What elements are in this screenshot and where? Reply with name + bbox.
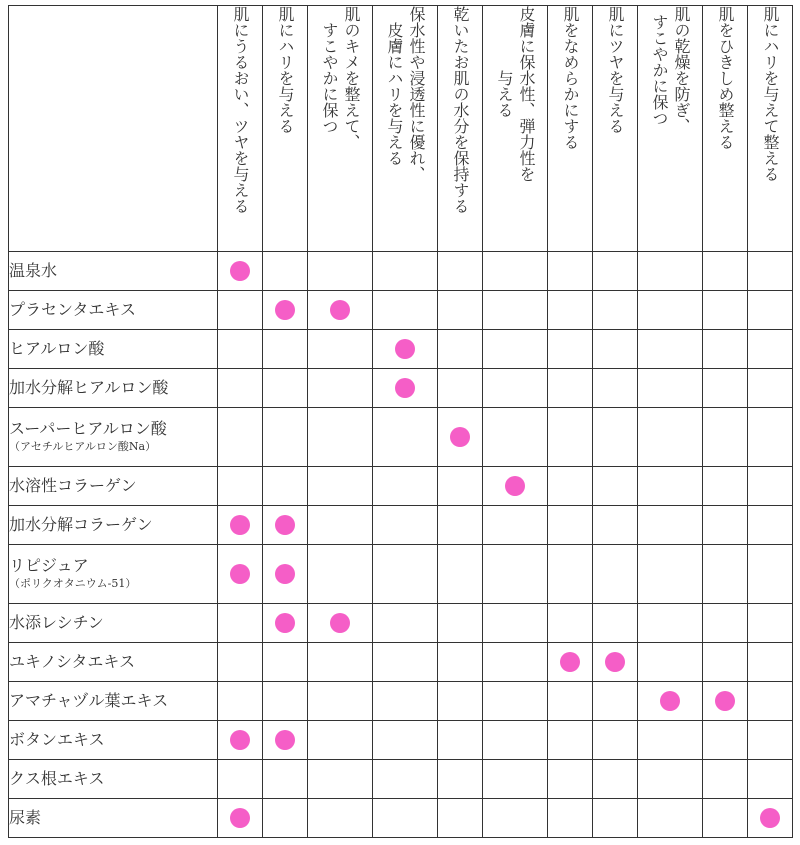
- effect-cell: [593, 291, 638, 330]
- effect-cell: [263, 721, 308, 760]
- effect-cell: [548, 330, 593, 369]
- effect-cell: [483, 467, 548, 506]
- ingredient-name: ユキノシタエキス: [9, 652, 136, 671]
- filled-circle-icon: [760, 808, 780, 828]
- effect-cell: [638, 721, 703, 760]
- effect-cell: [308, 330, 373, 369]
- effect-cell: [548, 682, 593, 721]
- effect-cell: [703, 643, 748, 682]
- row-label-cell: [9, 643, 218, 682]
- effect-cell: [703, 506, 748, 545]
- effect-cell: [438, 330, 483, 369]
- column-header-8: [593, 6, 638, 252]
- effect-cell: [593, 506, 638, 545]
- table-row: [9, 330, 793, 369]
- effect-cell: [638, 252, 703, 291]
- filled-circle-icon: [230, 808, 250, 828]
- row-label-cell: [9, 682, 218, 721]
- effect-cell: [308, 760, 373, 799]
- effect-cell: [308, 506, 373, 545]
- effect-cell: [373, 760, 438, 799]
- effect-cell: [218, 467, 263, 506]
- column-header-11: [748, 6, 793, 252]
- effect-cell: [308, 604, 373, 643]
- table-row: [9, 506, 793, 545]
- effect-cell: [263, 506, 308, 545]
- effect-cell: [263, 369, 308, 408]
- effect-cell: [308, 545, 373, 604]
- table-row: [9, 721, 793, 760]
- effect-cell: [438, 291, 483, 330]
- effect-cell: [638, 408, 703, 467]
- effect-cell: [483, 721, 548, 760]
- effect-cell: [218, 291, 263, 330]
- row-label-cell: [9, 330, 218, 369]
- effect-cell: [263, 545, 308, 604]
- effect-cell: [593, 682, 638, 721]
- effect-cell: [483, 408, 548, 467]
- effect-cell: [483, 506, 548, 545]
- effect-cell: [218, 408, 263, 467]
- filled-circle-icon: [275, 564, 295, 584]
- effect-cell: [438, 643, 483, 682]
- table-row: [9, 643, 793, 682]
- ingredient-subname: （ポリクオタニウム-51）: [9, 577, 137, 590]
- effect-cell: [308, 721, 373, 760]
- effect-cell: [263, 330, 308, 369]
- column-header-6: [483, 6, 548, 252]
- effect-cell: [638, 643, 703, 682]
- filled-circle-icon: [395, 378, 415, 398]
- effect-cell: [373, 799, 438, 838]
- effect-cell: [638, 330, 703, 369]
- effect-cell: [218, 506, 263, 545]
- column-header-label: 肌にハリを与える: [276, 6, 295, 134]
- row-label-cell: [9, 467, 218, 506]
- effect-cell: [373, 369, 438, 408]
- effect-cell: [373, 721, 438, 760]
- filled-circle-icon: [230, 261, 250, 281]
- column-header-7: [548, 6, 593, 252]
- effect-cell: [703, 291, 748, 330]
- effect-cell: [748, 369, 793, 408]
- corner-cell: [9, 6, 218, 252]
- effect-cell: [263, 760, 308, 799]
- effect-cell: [263, 682, 308, 721]
- effect-cell: [438, 506, 483, 545]
- effect-cell: [483, 369, 548, 408]
- effect-cell: [703, 252, 748, 291]
- effect-cell: [263, 252, 308, 291]
- effect-cell: [548, 291, 593, 330]
- filled-circle-icon: [275, 730, 295, 750]
- effect-cell: [593, 408, 638, 467]
- table-row: [9, 467, 793, 506]
- filled-circle-icon: [275, 300, 295, 320]
- effect-cell: [748, 330, 793, 369]
- effect-cell: [593, 721, 638, 760]
- effect-cell: [438, 760, 483, 799]
- effect-cell: [593, 252, 638, 291]
- column-header-label: 肌の乾燥を防ぎ、 すこやかに保つ: [650, 6, 691, 134]
- effect-cell: [548, 506, 593, 545]
- filled-circle-icon: [330, 613, 350, 633]
- effect-cell: [548, 721, 593, 760]
- effect-cell: [748, 799, 793, 838]
- filled-circle-icon: [395, 339, 415, 359]
- effect-cell: [748, 252, 793, 291]
- effect-cell: [218, 545, 263, 604]
- ingredient-name: リピジュア: [9, 556, 89, 575]
- effect-cell: [263, 291, 308, 330]
- effect-cell: [438, 682, 483, 721]
- effect-cell: [703, 369, 748, 408]
- filled-circle-icon: [560, 652, 580, 672]
- effect-cell: [748, 467, 793, 506]
- ingredient-name: クス根エキス: [9, 769, 105, 788]
- effect-cell: [638, 760, 703, 799]
- effect-cell: [483, 330, 548, 369]
- effect-cell: [638, 682, 703, 721]
- effect-cell: [593, 330, 638, 369]
- effect-cell: [438, 252, 483, 291]
- effect-cell: [483, 252, 548, 291]
- effect-cell: [218, 252, 263, 291]
- effect-cell: [263, 467, 308, 506]
- filled-circle-icon: [605, 652, 625, 672]
- effect-cell: [218, 760, 263, 799]
- effect-cell: [638, 467, 703, 506]
- effect-cell: [548, 408, 593, 467]
- row-label-cell: [9, 799, 218, 838]
- effect-cell: [548, 604, 593, 643]
- filled-circle-icon: [230, 515, 250, 535]
- effect-cell: [703, 721, 748, 760]
- effect-cell: [483, 545, 548, 604]
- ingredient-name: ボタンエキス: [9, 730, 105, 749]
- filled-circle-icon: [660, 691, 680, 711]
- ingredient-name: 加水分解ヒアルロン酸: [9, 378, 169, 397]
- effect-cell: [263, 408, 308, 467]
- effect-cell: [438, 467, 483, 506]
- effect-cell: [263, 799, 308, 838]
- effect-cell: [748, 643, 793, 682]
- effect-cell: [483, 291, 548, 330]
- effect-cell: [438, 799, 483, 838]
- effect-cell: [438, 369, 483, 408]
- effect-cell: [748, 604, 793, 643]
- row-label-cell: [9, 604, 218, 643]
- effect-cell: [218, 682, 263, 721]
- effect-cell: [703, 408, 748, 467]
- filled-circle-icon: [450, 427, 470, 447]
- column-header-3: [308, 6, 373, 252]
- effect-cell: [748, 760, 793, 799]
- effect-cell: [593, 643, 638, 682]
- filled-circle-icon: [275, 515, 295, 535]
- effect-cell: [373, 291, 438, 330]
- table-row: [9, 682, 793, 721]
- table-row: [9, 291, 793, 330]
- effect-cell: [638, 604, 703, 643]
- column-header-label: 乾いたお肌の水分を保持する: [451, 6, 470, 214]
- effect-cell: [373, 467, 438, 506]
- effect-cell: [548, 369, 593, 408]
- effect-cell: [703, 604, 748, 643]
- ingredient-name: 水添レシチン: [9, 613, 104, 632]
- row-label-cell: [9, 760, 218, 799]
- column-header-2: [263, 6, 308, 252]
- effect-cell: [218, 721, 263, 760]
- effect-cell: [548, 760, 593, 799]
- effect-cell: [218, 330, 263, 369]
- column-header-5: [438, 6, 483, 252]
- ingredient-name: アマチャヅル葉エキス: [9, 691, 169, 710]
- effect-cell: [218, 799, 263, 838]
- row-label-cell: [9, 369, 218, 408]
- filled-circle-icon: [505, 476, 525, 496]
- effect-cell: [548, 643, 593, 682]
- column-header-10: [703, 6, 748, 252]
- effect-cell: [748, 291, 793, 330]
- effect-cell: [308, 408, 373, 467]
- row-label-cell: [9, 506, 218, 545]
- effect-cell: [703, 760, 748, 799]
- effect-cell: [748, 506, 793, 545]
- effect-cell: [548, 467, 593, 506]
- table-body: [9, 252, 793, 838]
- effect-cell: [308, 291, 373, 330]
- effect-cell: [638, 369, 703, 408]
- row-label-cell: [9, 252, 218, 291]
- effect-cell: [638, 506, 703, 545]
- effect-cell: [483, 604, 548, 643]
- effect-cell: [703, 330, 748, 369]
- column-header-label: 肌をなめらかにする: [561, 6, 580, 150]
- effect-cell: [703, 545, 748, 604]
- column-header-label: 保水性や浸透性に優れ、 皮膚にハリを与える: [385, 6, 426, 182]
- effect-cell: [373, 506, 438, 545]
- effect-cell: [218, 643, 263, 682]
- column-header-label: 肌にうるおい、ツヤを与える: [231, 6, 250, 214]
- table-row: [9, 799, 793, 838]
- row-label-cell: [9, 408, 218, 467]
- ingredient-name: プラセンタエキス: [9, 300, 137, 319]
- effect-cell: [593, 604, 638, 643]
- effect-cell: [373, 545, 438, 604]
- filled-circle-icon: [230, 730, 250, 750]
- table-row: [9, 252, 793, 291]
- effect-cell: [548, 252, 593, 291]
- table-row: [9, 545, 793, 604]
- filled-circle-icon: [275, 613, 295, 633]
- effect-cell: [308, 252, 373, 291]
- effect-cell: [438, 408, 483, 467]
- column-header-4: [373, 6, 438, 252]
- table-row: [9, 760, 793, 799]
- effect-cell: [593, 545, 638, 604]
- effect-cell: [263, 604, 308, 643]
- effect-cell: [373, 682, 438, 721]
- effect-cell: [308, 799, 373, 838]
- effect-cell: [483, 643, 548, 682]
- effect-cell: [483, 682, 548, 721]
- effect-cell: [703, 682, 748, 721]
- effect-cell: [748, 682, 793, 721]
- effect-cell: [483, 760, 548, 799]
- effect-cell: [373, 643, 438, 682]
- filled-circle-icon: [330, 300, 350, 320]
- effect-cell: [263, 643, 308, 682]
- column-header-9: [638, 6, 703, 252]
- ingredient-subname: （アセチルヒアルロン酸Na）: [9, 440, 157, 453]
- ingredient-effect-table: [8, 5, 793, 838]
- row-label-cell: [9, 545, 218, 604]
- column-header-label: 肌のキメを整えて、 すこやかに保つ: [320, 6, 361, 150]
- header-row: [9, 6, 793, 252]
- effect-cell: [638, 799, 703, 838]
- column-header-label: 皮膚に保水性、弾力性を 与える: [495, 6, 536, 182]
- effect-cell: [593, 760, 638, 799]
- filled-circle-icon: [230, 564, 250, 584]
- ingredient-name: 加水分解コラーゲン: [9, 515, 153, 534]
- effect-cell: [373, 604, 438, 643]
- effect-cell: [483, 799, 548, 838]
- row-label-cell: [9, 291, 218, 330]
- effect-cell: [308, 369, 373, 408]
- effect-cell: [373, 252, 438, 291]
- effect-cell: [308, 643, 373, 682]
- column-header-label: 肌をひきしめ整える: [716, 6, 735, 150]
- effect-cell: [438, 545, 483, 604]
- table-row: [9, 408, 793, 467]
- effect-cell: [438, 721, 483, 760]
- effect-cell: [308, 682, 373, 721]
- effect-cell: [373, 330, 438, 369]
- row-label-cell: [9, 721, 218, 760]
- filled-circle-icon: [715, 691, 735, 711]
- table-row: [9, 604, 793, 643]
- ingredient-name: 水溶性コラーゲン: [9, 476, 137, 495]
- effect-cell: [638, 545, 703, 604]
- effect-cell: [548, 799, 593, 838]
- effect-cell: [748, 408, 793, 467]
- column-header-label: 肌にハリを与えて整える: [761, 6, 780, 182]
- effect-cell: [548, 545, 593, 604]
- table-row: [9, 369, 793, 408]
- effect-cell: [593, 799, 638, 838]
- ingredient-name: 温泉水: [9, 261, 58, 280]
- effect-cell: [308, 467, 373, 506]
- effect-cell: [748, 721, 793, 760]
- effect-cell: [438, 604, 483, 643]
- effect-cell: [703, 799, 748, 838]
- effect-cell: [638, 291, 703, 330]
- effect-cell: [373, 408, 438, 467]
- column-header-1: [218, 6, 263, 252]
- effect-cell: [593, 369, 638, 408]
- ingredient-name: 尿素: [9, 808, 42, 827]
- effect-cell: [593, 467, 638, 506]
- effect-cell: [218, 604, 263, 643]
- effect-cell: [748, 545, 793, 604]
- ingredient-name: ヒアルロン酸: [9, 339, 105, 358]
- effect-cell: [218, 369, 263, 408]
- ingredient-name: スーパーヒアルロン酸: [9, 419, 167, 438]
- column-header-label: 肌にツヤを与える: [606, 6, 625, 134]
- effect-cell: [703, 467, 748, 506]
